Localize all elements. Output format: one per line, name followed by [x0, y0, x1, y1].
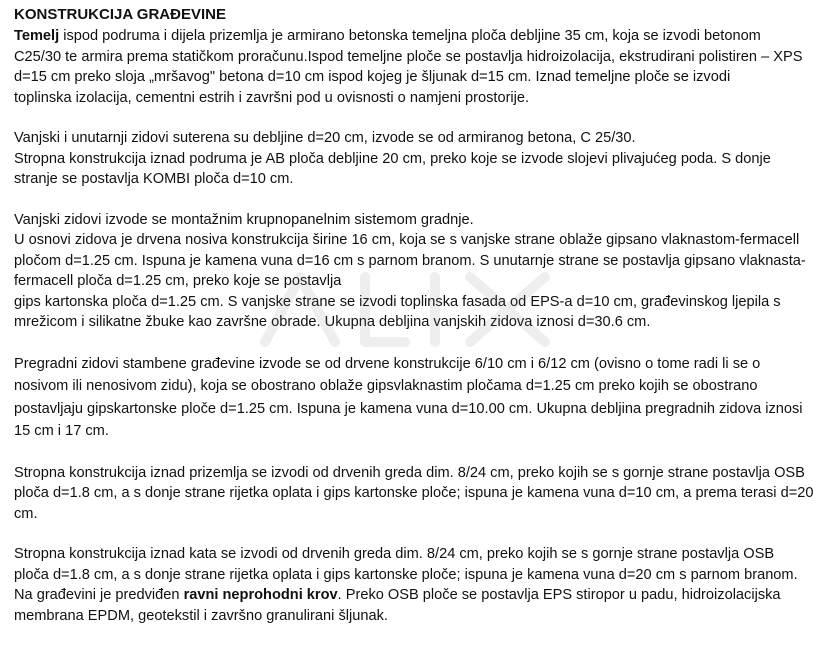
- text-line: postavljaju gipskartonske ploče d=1.25 cm. Ispuna je kamena vuna d=10.00 cm. Ukupna debljina pregradnih zidova iznosi: [14, 400, 803, 417]
- text-line: ploča d=1.8 cm, a s donje strane rijetka oplata i gips kartonske ploče; ispuna je kamena vuna d=20 cm s parnom branom.: [14, 566, 798, 583]
- text-line: cm.: [14, 505, 38, 522]
- text-span: . Preko OSB ploče se postavlja EPS stiropor u padu, hidroizolacijska: [337, 587, 781, 603]
- document-title: KONSTRUKCIJA GRAĐEVINE: [14, 6, 226, 23]
- text-line: pločom d=1.25 cm. Ispuna je kamena vuna d=16 cm s parnom branom. S unutarnje strane se postavlja gipsano vlaknasta-: [14, 252, 806, 269]
- text-line: U osnovi zidova je drvena nosiva konstrukcija širine 16 cm, koja se s vanjske strane oblaže gipsano vlaknastom-fermacell: [14, 232, 800, 248]
- document-page: [14, 4, 832, 646]
- text-line: fermacell ploča d=1.25 cm, preko koje se postavlja: [14, 273, 342, 289]
- text-line: mrežicom i silikatne žbuke kao završne obrade. Ukupna debljina vanjskih zidova iznosi d=30.6 cm.: [14, 314, 651, 330]
- text-line: membrana EPDM, geotekstil i završno granulirani šljunak.: [14, 607, 388, 624]
- paragraph-basement-walls: [14, 128, 832, 190]
- bold-term-roof: ravni neprohodni krov: [183, 587, 338, 603]
- paragraph-upper-floor-ceiling: [14, 544, 832, 626]
- paragraph-foundation: [14, 26, 832, 108]
- text-line: d=15 cm preko sloja „mršavog" betona d=10 cm ispod kojeg je šljunak d=15 cm. Iznad temeljne ploče se izvodi: [14, 69, 731, 85]
- text-line: [14, 26, 832, 47]
- text-span: Na građevini je predviđen: [14, 587, 184, 603]
- text-line: Stropna konstrukcija iznad podruma je AB ploča debljine 20 cm, preko koje se izvode slojevi plivajućeg poda. S donje: [14, 150, 771, 167]
- paragraph-ground-floor-ceiling: [14, 463, 832, 525]
- text-line: Vanjski zidovi izvode se montažnim krupnopanelnim sistemom gradnje.: [14, 211, 474, 228]
- text-line: toplinska izolacija, cementni estrih i završni pod u ovisnosti o namjeni prostorije.: [14, 89, 530, 106]
- bold-term-temelj: Temelj: [14, 28, 60, 44]
- paragraph-exterior-walls: [14, 210, 832, 333]
- text-line: C25/30 te armira prema statičkom proračunu.Ispod temeljne ploče se postavlja hidroizolacija, ekstrudirani polistiren – XPS: [14, 48, 803, 65]
- text-line: Vanjski i unutarnji zidovi suterena su debljine d=20 cm, izvode se od armiranog betona, C 25/30.: [14, 130, 636, 146]
- text-line: Stropna konstrukcija iznad prizemlja se izvodi od drvenih greda dim. 8/24 cm, preko kojih se s gornje strane postavlja OSB: [14, 464, 805, 481]
- text-line: ploča d=1.8 cm, a s donje strane rijetka oplata i gips kartonske ploče; ispuna je kamena vuna d=10 cm, a prema terasi d=20: [14, 485, 814, 501]
- text-line: gips kartonska ploča d=1.25 cm. S vanjske strane se izvodi toplinska fasada od EPS-a d=10 cm, građevinskog ljepila s: [14, 293, 781, 310]
- text-line: stranje se postavlja KOMBI ploča d=10 cm.: [14, 171, 294, 187]
- text-line: Stropna konstrukcija iznad kata se izvodi od drvenih greda dim. 8/24 cm, preko kojih se s gornje strane postavlja OSB: [14, 546, 775, 562]
- text-span: ispod podruma i dijela prizemlja je armirano betonska temeljna ploča debljine 35 cm, koja se izvodi betonom: [59, 28, 761, 44]
- text-line: Pregradni zidovi stambene građevine izvode se od drvene konstrukcije 6/10 cm i 6/12 cm (ovisno o tome radi li se o: [14, 355, 761, 372]
- paragraph-partition-walls: [14, 353, 832, 443]
- text-line: nosivom ili nenosivom zidu), koja se obostrano oblaže gipsvlaknastim pločama d=1.25 cm preko kojih se obostrano: [14, 378, 758, 394]
- text-line: 15 cm i 17 cm.: [14, 423, 109, 439]
- text-line: [14, 585, 832, 606]
